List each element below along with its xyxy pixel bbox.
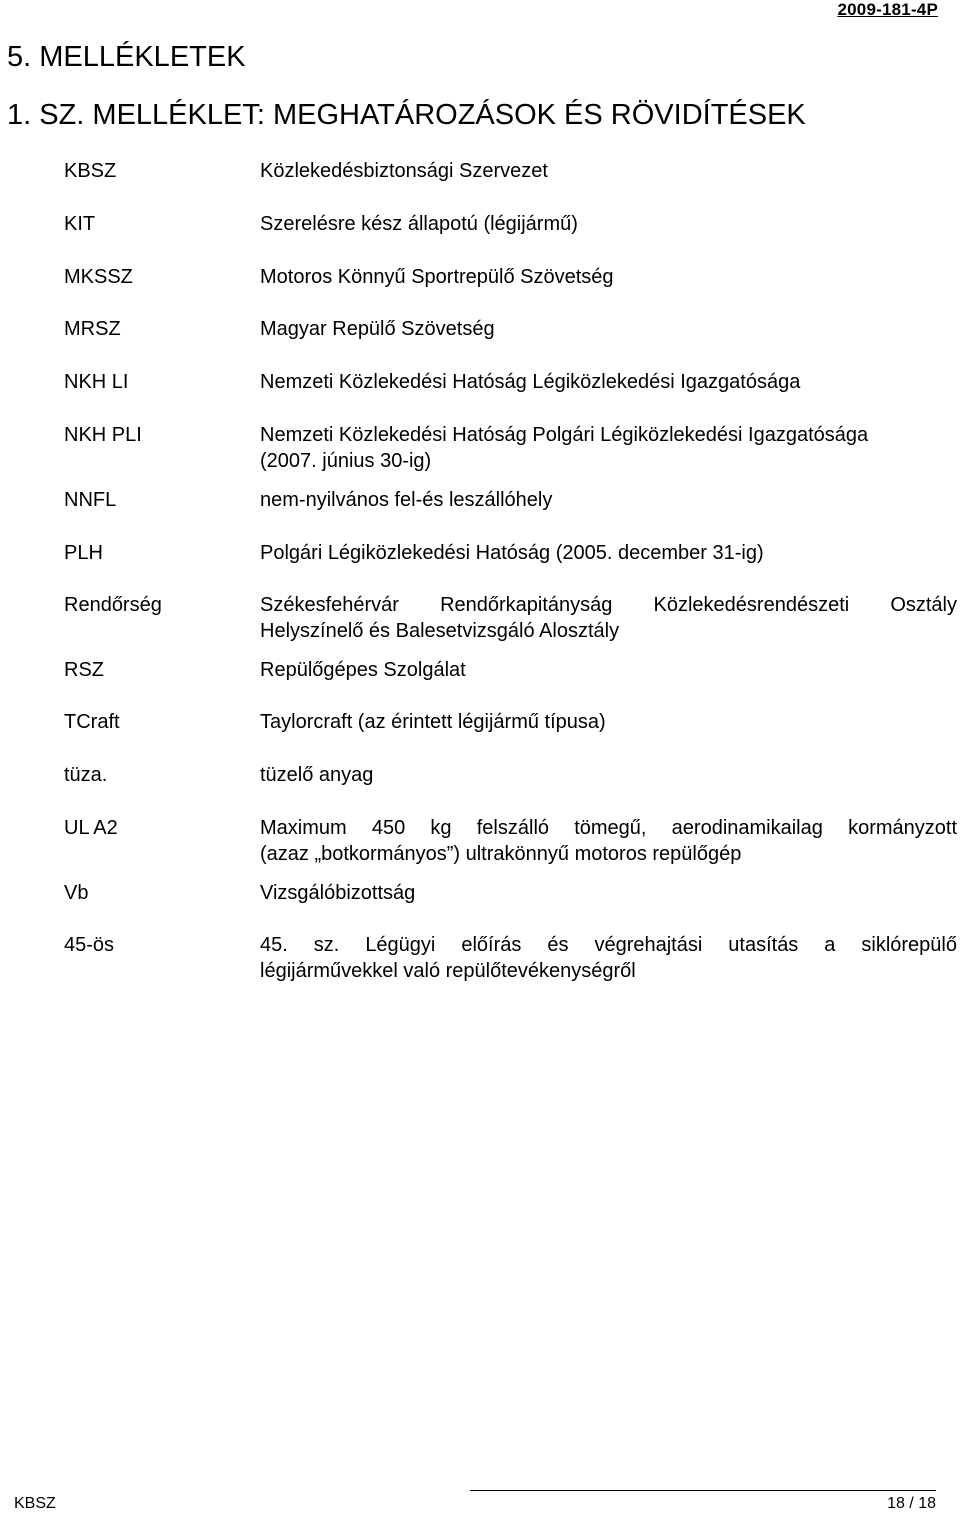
definition-line: Maximum 450 kg felszálló tömegű, aerodinamikailag kormányzott (260, 817, 957, 839)
definition-line: Nemzeti Közlekedési Hatóság Polgári Légiközlekedési Igazgatósága (260, 424, 869, 446)
abbreviation-term: NKH PLI (64, 424, 142, 446)
section-title: 5. MELLÉKLETEK (7, 41, 246, 73)
footer-organization: KBSZ (14, 1495, 56, 1512)
abbreviation-term: TCraft (64, 711, 120, 733)
abbreviation-definition (260, 815, 957, 867)
definition-line: 45. sz. Légügyi előírás és végrehajtási utasítás a siklórepülő (260, 934, 957, 956)
abbreviation-term: tüza. (64, 764, 108, 786)
definition-line: Székesfehérvár Rendőrkapitányság Közlekedésrendészeti Osztály (260, 594, 957, 616)
abbreviation-term: NKH LI (64, 371, 129, 393)
abbreviation-term: PLH (64, 542, 103, 564)
abbreviation-definition: Polgári Légiközlekedési Hatóság (2005. december 31-ig) (260, 542, 764, 564)
abbreviation-definition: Taylorcraft (az érintett légijármű típusa) (260, 711, 606, 733)
definition-line: légijárművekkel való repülőtevékenységről (260, 960, 636, 982)
abbreviation-term: NNFL (64, 489, 117, 511)
abbreviation-definition: nem-nyilvános fel-és leszállóhely (260, 489, 553, 511)
abbreviation-term: KIT (64, 213, 96, 235)
abbreviation-definition (260, 422, 957, 474)
abbreviation-definition: Motoros Könnyű Sportrepülő Szövetség (260, 266, 614, 288)
abbreviation-term: 45-ös (64, 934, 115, 956)
abbreviation-term: MRSZ (64, 318, 121, 340)
abbreviation-definition: Vizsgálóbizottság (260, 882, 416, 904)
abbreviation-term: MKSSZ (64, 266, 133, 288)
abbreviation-definition: tüzelő anyag (260, 764, 374, 786)
abbreviation-definition: Nemzeti Közlekedési Hatóság Légiközlekedési Igazgatósága (260, 371, 801, 393)
abbreviation-definition: Szerelésre kész állapotú (légijármű) (260, 213, 578, 235)
abbreviation-definition (260, 592, 957, 644)
footer-divider (470, 1490, 936, 1491)
definition-line: (2007. június 30-ig) (260, 450, 432, 472)
abbreviation-term: KBSZ (64, 160, 117, 182)
abbreviation-term: Vb (64, 882, 89, 904)
page-number: 18 / 18 (887, 1495, 936, 1512)
abbreviation-definition: Magyar Repülő Szövetség (260, 318, 495, 340)
abbreviation-term: UL A2 (64, 817, 118, 839)
abbreviation-term: Rendőrség (64, 594, 162, 616)
document-reference: 2009-181-4P (837, 0, 938, 19)
abbreviation-definition (260, 932, 957, 984)
definition-line: (azaz „botkormányos”) ultrakönnyű motoros repülőgép (260, 843, 742, 865)
abbreviation-definition: Repülőgépes Szolgálat (260, 659, 466, 681)
subsection-title: 1. SZ. MELLÉKLET: MEGHATÁROZÁSOK ÉS RÖVIDÍTÉSEK (7, 99, 806, 131)
abbreviation-definition: Közlekedésbiztonsági Szervezet (260, 160, 548, 182)
abbreviation-term: RSZ (64, 659, 104, 681)
definition-line: Helyszínelő és Balesetvizsgáló Alosztály (260, 620, 620, 642)
